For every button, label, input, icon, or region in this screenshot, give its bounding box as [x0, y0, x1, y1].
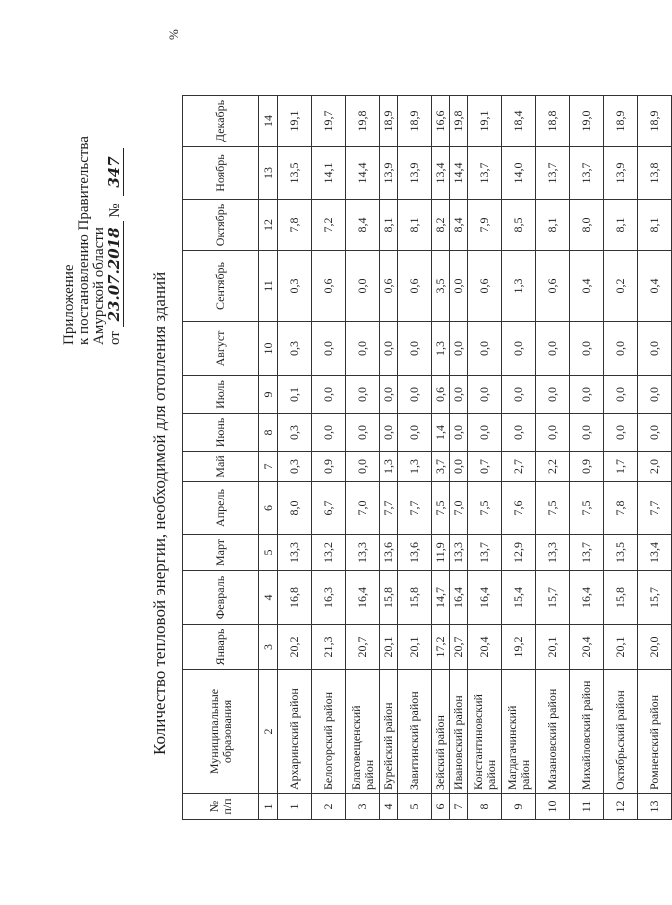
- table-cell: 13,9: [604, 147, 638, 200]
- municipality-name: Завитинский район: [398, 670, 432, 794]
- table-cell: 13,3: [450, 535, 468, 571]
- table-cell: 0,0: [312, 322, 346, 376]
- municipality-name: Архаринский район: [278, 670, 312, 794]
- table-cell: 1,3: [398, 452, 432, 482]
- column-header: Август: [183, 322, 259, 376]
- table-cell: 0,0: [450, 322, 468, 376]
- municipality-name: Бурейский район: [380, 670, 398, 794]
- column-header: Муниципальные образования: [183, 670, 259, 794]
- table-cell: 19,2: [502, 625, 536, 670]
- table-row: [450, 96, 468, 820]
- table-cell: 8,5: [502, 200, 536, 251]
- resolution-number: 347: [105, 148, 124, 195]
- row-number: 1: [278, 794, 312, 820]
- table-cell: 2,2: [536, 452, 570, 482]
- table-cell: 7,5: [468, 482, 502, 535]
- table-cell: 0,6: [432, 376, 450, 414]
- municipality-name: Белогорский район: [312, 670, 346, 794]
- table-cell: 7,2: [312, 200, 346, 251]
- table-cell: 8,1: [536, 200, 570, 251]
- table-cell: 1,3: [380, 452, 398, 482]
- table-cell: 0,6: [398, 251, 432, 322]
- table-cell: 20,4: [468, 625, 502, 670]
- column-number: 9: [259, 376, 278, 414]
- table-cell: 0,9: [570, 452, 604, 482]
- table-cell: 0,0: [468, 376, 502, 414]
- municipality-name: Мазановский район: [536, 670, 570, 794]
- table-row: [502, 96, 536, 820]
- column-header: Сентябрь: [183, 251, 259, 322]
- table-cell: 16,6: [432, 96, 450, 147]
- table-cell: 20,1: [536, 625, 570, 670]
- table-cell: 13,3: [536, 535, 570, 571]
- table-cell: 1,7: [604, 452, 638, 482]
- table-cell: 7,0: [450, 482, 468, 535]
- table-cell: 13,5: [278, 147, 312, 200]
- table-cell: 0,6: [468, 251, 502, 322]
- row-number: 8: [468, 794, 502, 820]
- unit-label: %: [166, 29, 181, 40]
- table-cell: 13,7: [570, 147, 604, 200]
- table-cell: 19,1: [278, 96, 312, 147]
- column-header: Декабрь: [183, 96, 259, 147]
- table-cell: 0,6: [536, 251, 570, 322]
- table-cell: 7,6: [502, 482, 536, 535]
- date-number-line: [107, 136, 123, 345]
- appendix-label: Приложение: [61, 264, 77, 345]
- table-cell: 20,4: [570, 625, 604, 670]
- table-cell: 0,0: [398, 414, 432, 452]
- table-cell: 8,0: [570, 200, 604, 251]
- table-cell: 8,1: [380, 200, 398, 251]
- table-cell: 20,2: [278, 625, 312, 670]
- table-cell: 7,8: [604, 482, 638, 535]
- column-header: Январь: [183, 625, 259, 670]
- column-header: Май: [183, 452, 259, 482]
- column-number-row: [259, 96, 278, 820]
- table-cell: 0,3: [278, 251, 312, 322]
- column-number: 5: [259, 535, 278, 571]
- table-row: [432, 96, 450, 820]
- table-cell: 15,8: [380, 571, 398, 625]
- column-header: Март: [183, 535, 259, 571]
- table-cell: 7,7: [380, 482, 398, 535]
- column-number: 11: [259, 251, 278, 322]
- row-number: 9: [502, 794, 536, 820]
- table-cell: 0,0: [604, 414, 638, 452]
- table-cell: 0,0: [502, 322, 536, 376]
- table-cell: 0,0: [570, 322, 604, 376]
- table-cell: 0,0: [380, 322, 398, 376]
- table-cell: 13,9: [398, 147, 432, 200]
- row-number: 12: [604, 794, 638, 820]
- table-cell: 0,6: [312, 251, 346, 322]
- table-cell: 0,0: [468, 414, 502, 452]
- table-cell: 20,1: [604, 625, 638, 670]
- table-cell: 0,0: [502, 376, 536, 414]
- table-cell: 0,0: [346, 414, 380, 452]
- table-cell: 8,4: [450, 200, 468, 251]
- table-cell: 16,8: [278, 571, 312, 625]
- row-number: 11: [570, 794, 604, 820]
- table-row: [312, 96, 346, 820]
- table-cell: 13,8: [638, 147, 672, 200]
- table-cell: 1,3: [432, 322, 450, 376]
- table-cell: 13,2: [312, 535, 346, 571]
- row-number: 5: [398, 794, 432, 820]
- table-cell: 13,6: [398, 535, 432, 571]
- table-cell: 13,6: [380, 535, 398, 571]
- table-cell: 0,0: [570, 376, 604, 414]
- table-cell: 0,0: [450, 452, 468, 482]
- table-cell: 20,1: [380, 625, 398, 670]
- table-cell: 21,3: [312, 625, 346, 670]
- column-header: Ноябрь: [183, 147, 259, 200]
- table-cell: 0,0: [346, 376, 380, 414]
- table-cell: 13,3: [278, 535, 312, 571]
- region-label: Амурской области: [91, 227, 107, 345]
- table-cell: 1,4: [432, 414, 450, 452]
- column-header: Июль: [183, 376, 259, 414]
- table-cell: 15,7: [638, 571, 672, 625]
- table-cell: 8,1: [604, 200, 638, 251]
- table-cell: 13,4: [638, 535, 672, 571]
- column-number: 10: [259, 322, 278, 376]
- municipality-name: Магдагачинский район: [502, 670, 536, 794]
- table-cell: 7,7: [398, 482, 432, 535]
- table-cell: 20,7: [346, 625, 380, 670]
- table-cell: 7,8: [278, 200, 312, 251]
- column-number: 6: [259, 482, 278, 535]
- table-cell: 18,9: [638, 96, 672, 147]
- resolution-date: 23.07.2018: [105, 221, 124, 327]
- table-cell: 0,3: [278, 452, 312, 482]
- table-row: [536, 96, 570, 820]
- municipality-name: Константиновский район: [468, 670, 502, 794]
- table-cell: 18,8: [536, 96, 570, 147]
- table-cell: 0,0: [380, 376, 398, 414]
- table-cell: 0,0: [398, 376, 432, 414]
- table-cell: 16,4: [346, 571, 380, 625]
- municipality-name: Ивановский район: [450, 670, 468, 794]
- table-row: [604, 96, 638, 820]
- table-cell: 0,0: [468, 322, 502, 376]
- heat-energy-table: [182, 95, 672, 820]
- table-cell: 19,1: [468, 96, 502, 147]
- table-cell: 0,0: [502, 414, 536, 452]
- table-cell: 0,0: [346, 452, 380, 482]
- municipality-name: Благовещенский район: [346, 670, 380, 794]
- table-cell: 13,7: [570, 535, 604, 571]
- table-cell: 3,7: [432, 452, 450, 482]
- table-row: [278, 96, 312, 820]
- table-cell: 19,8: [346, 96, 380, 147]
- table-cell: 18,9: [604, 96, 638, 147]
- table-cell: 14,4: [450, 147, 468, 200]
- row-number: 4: [380, 794, 398, 820]
- table-cell: 0,0: [570, 414, 604, 452]
- row-number: 3: [346, 794, 380, 820]
- table-cell: 0,4: [570, 251, 604, 322]
- table-cell: 0,3: [278, 414, 312, 452]
- table-cell: 0,4: [638, 251, 672, 322]
- table-cell: 1,3: [502, 251, 536, 322]
- table-cell: 0,3: [278, 322, 312, 376]
- table-cell: 0,0: [450, 251, 468, 322]
- table-cell: 7,5: [432, 482, 450, 535]
- table-cell: 0,0: [398, 322, 432, 376]
- table-cell: 20,7: [450, 625, 468, 670]
- table-cell: 7,5: [570, 482, 604, 535]
- table-row: [638, 96, 672, 820]
- table-cell: 15,8: [604, 571, 638, 625]
- table-cell: 19,0: [570, 96, 604, 147]
- table-cell: 16,4: [468, 571, 502, 625]
- table-cell: 0,7: [468, 452, 502, 482]
- table-cell: 0,0: [380, 414, 398, 452]
- table-cell: 0,0: [638, 322, 672, 376]
- table-cell: 2,0: [638, 452, 672, 482]
- table-cell: 0,1: [278, 376, 312, 414]
- table-cell: 0,2: [604, 251, 638, 322]
- column-number: 1: [259, 794, 278, 820]
- table-cell: 17,2: [432, 625, 450, 670]
- table-cell: 8,4: [346, 200, 380, 251]
- table-cell: 8,1: [398, 200, 432, 251]
- column-header: Февраль: [183, 571, 259, 625]
- table-cell: 13,7: [468, 535, 502, 571]
- table-cell: 15,7: [536, 571, 570, 625]
- table-row: [398, 96, 432, 820]
- table-cell: 0,0: [450, 414, 468, 452]
- table-row: [468, 96, 502, 820]
- column-number: 14: [259, 96, 278, 147]
- table-cell: 0,0: [604, 322, 638, 376]
- municipality-name: Зейский район: [432, 670, 450, 794]
- table-cell: 13,7: [468, 147, 502, 200]
- table-cell: 6,7: [312, 482, 346, 535]
- column-header: Апрель: [183, 482, 259, 535]
- table-cell: 11,9: [432, 535, 450, 571]
- table-row: [570, 96, 604, 820]
- table-cell: 0,0: [604, 376, 638, 414]
- table-cell: 16,3: [312, 571, 346, 625]
- column-number: 2: [259, 670, 278, 794]
- table-cell: 20,1: [398, 625, 432, 670]
- table-cell: 0,6: [380, 251, 398, 322]
- table-cell: 7,7: [638, 482, 672, 535]
- table-row: [380, 96, 398, 820]
- table-cell: 0,0: [638, 414, 672, 452]
- municipality-name: Михайловский район: [570, 670, 604, 794]
- table-cell: 18,4: [502, 96, 536, 147]
- column-number: 8: [259, 414, 278, 452]
- table-cell: 15,4: [502, 571, 536, 625]
- table-cell: 0,0: [536, 322, 570, 376]
- table-row: [346, 96, 380, 820]
- table-cell: 20,0: [638, 625, 672, 670]
- table-cell: 7,9: [468, 200, 502, 251]
- column-header: № п/п: [183, 794, 259, 820]
- column-header: Июнь: [183, 414, 259, 452]
- row-number: 2: [312, 794, 346, 820]
- table-cell: 0,0: [346, 251, 380, 322]
- column-number: 13: [259, 147, 278, 200]
- table-cell: 0,0: [536, 376, 570, 414]
- municipality-name: Ромненский район: [638, 670, 672, 794]
- table-cell: 19,8: [450, 96, 468, 147]
- table-cell: 13,9: [380, 147, 398, 200]
- table-cell: 3,5: [432, 251, 450, 322]
- appendix-header: [62, 136, 123, 345]
- document-title: Количество тепловой энергии, необходимой для отопления зданий: [150, 271, 169, 755]
- table-cell: 13,7: [536, 147, 570, 200]
- table-cell: 0,0: [536, 414, 570, 452]
- table-cell: 0,0: [312, 376, 346, 414]
- table-cell: 0,0: [638, 376, 672, 414]
- column-number: 3: [259, 625, 278, 670]
- row-number: 6: [432, 794, 450, 820]
- table-cell: 0,0: [450, 376, 468, 414]
- column-number: 4: [259, 571, 278, 625]
- table-cell: 15,8: [398, 571, 432, 625]
- row-number: 7: [450, 794, 468, 820]
- table-cell: 0,9: [312, 452, 346, 482]
- table-cell: 7,0: [346, 482, 380, 535]
- municipality-name: Октябрьский район: [604, 670, 638, 794]
- resolution-label: к постановлению Правительства: [76, 136, 92, 345]
- table-cell: 13,3: [346, 535, 380, 571]
- header-row: [183, 96, 259, 820]
- table-cell: 2,7: [502, 452, 536, 482]
- column-number: 12: [259, 200, 278, 251]
- number-label: №: [107, 203, 123, 218]
- table-cell: 12,9: [502, 535, 536, 571]
- table-cell: 8,0: [278, 482, 312, 535]
- table-cell: 0,0: [312, 414, 346, 452]
- table-cell: 8,2: [432, 200, 450, 251]
- row-number: 13: [638, 794, 672, 820]
- column-number: 7: [259, 452, 278, 482]
- table-cell: 14,7: [432, 571, 450, 625]
- table-cell: 19,7: [312, 96, 346, 147]
- table-cell: 7,5: [536, 482, 570, 535]
- row-number: 10: [536, 794, 570, 820]
- table-cell: 14,4: [346, 147, 380, 200]
- table-cell: 18,9: [380, 96, 398, 147]
- table-cell: 13,4: [432, 147, 450, 200]
- table-cell: 16,4: [570, 571, 604, 625]
- table-cell: 14,1: [312, 147, 346, 200]
- table-cell: 18,9: [398, 96, 432, 147]
- table-cell: 14,0: [502, 147, 536, 200]
- date-prefix: от: [107, 331, 123, 345]
- column-header: Октябрь: [183, 200, 259, 251]
- table-cell: 0,0: [346, 322, 380, 376]
- table-cell: 16,4: [450, 571, 468, 625]
- table-cell: 8,1: [638, 200, 672, 251]
- table-cell: 13,5: [604, 535, 638, 571]
